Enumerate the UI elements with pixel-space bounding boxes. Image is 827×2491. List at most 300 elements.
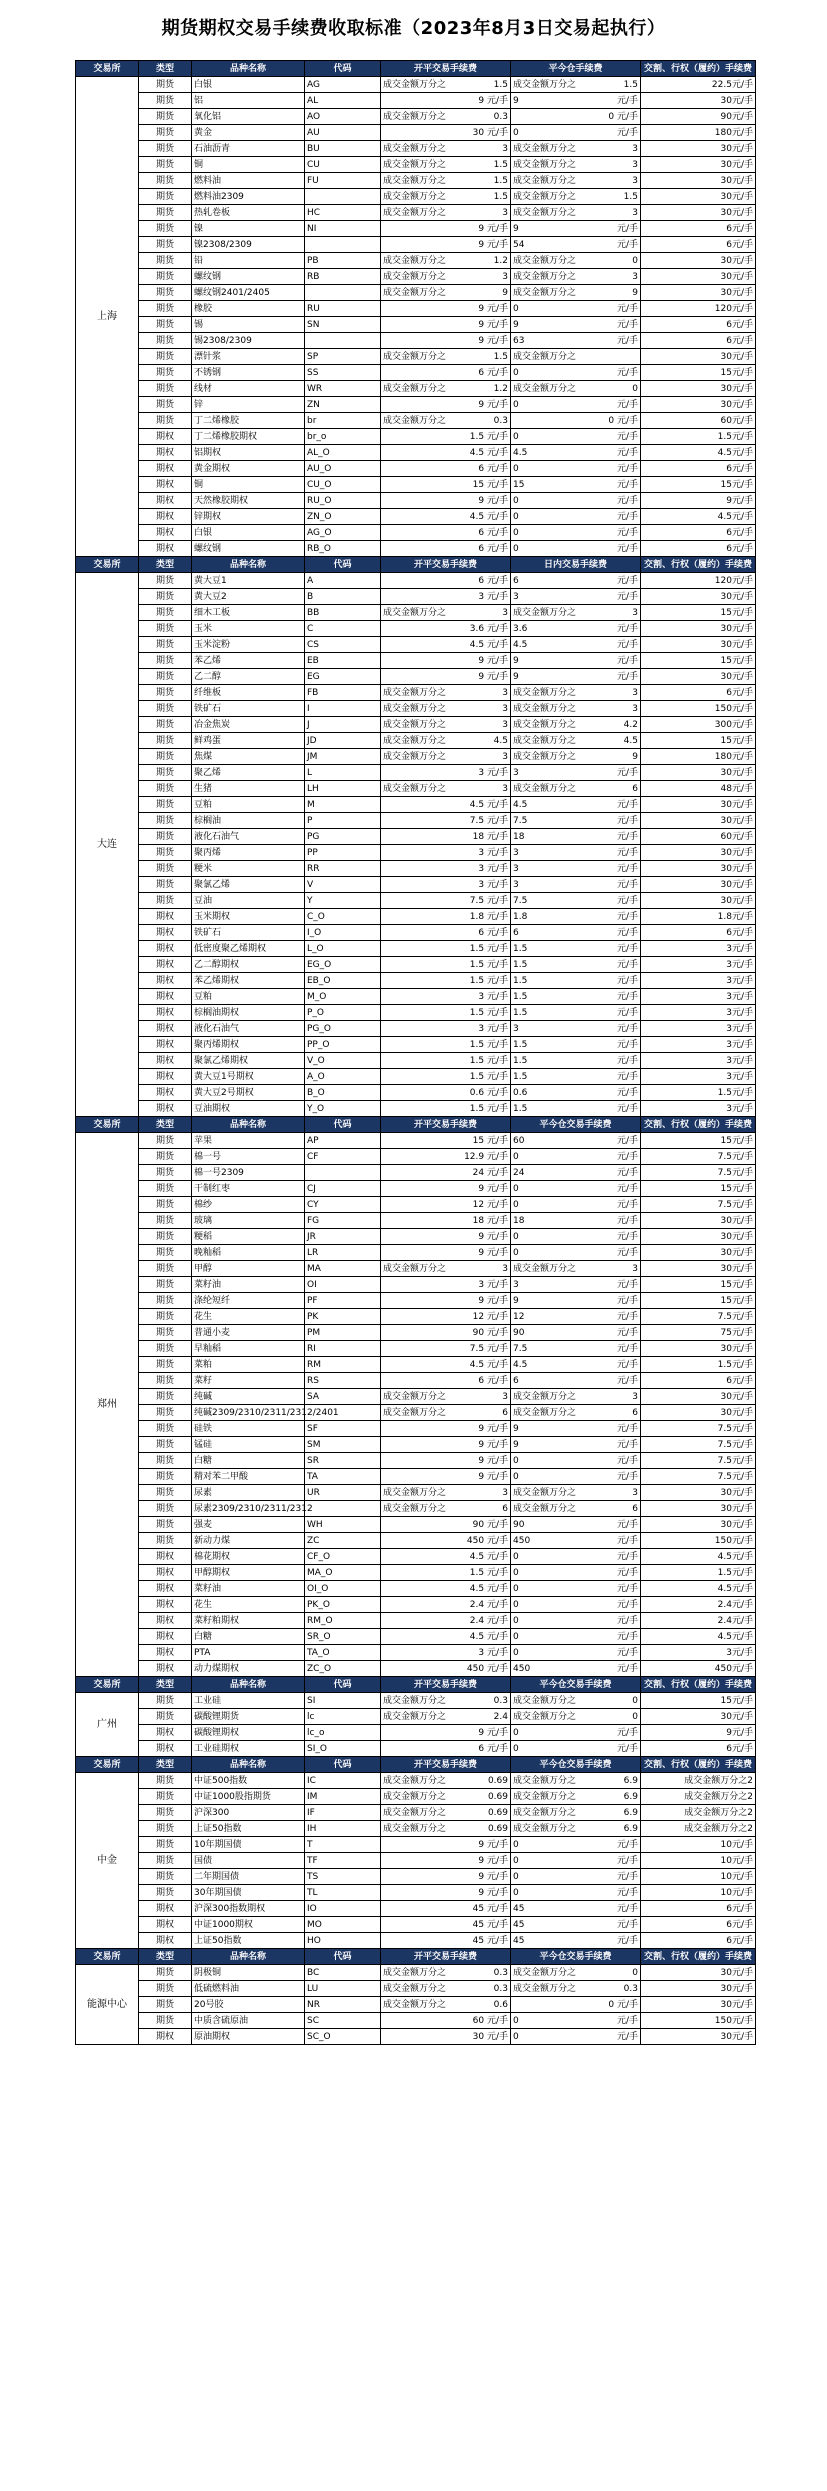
contract-type: 期货 (139, 1261, 192, 1277)
fee-amount: 9 元/手 (478, 1887, 508, 1898)
contract-type: 期货 (139, 205, 192, 221)
fee-cell (381, 1021, 511, 1037)
product-code: P (305, 813, 381, 829)
fee-cell (381, 397, 511, 413)
product-name: 花生 (192, 1309, 305, 1325)
table-row (76, 1437, 756, 1453)
exchange-name: 上海 (76, 77, 139, 557)
table-row (76, 1709, 756, 1725)
column-header: 类型 (139, 1757, 192, 1773)
table-row (76, 1245, 756, 1261)
fee-cell (511, 189, 641, 205)
delivery-fee: 30元/手 (641, 813, 756, 829)
product-name: 沪深300指数期权 (192, 1901, 305, 1917)
product-code: TL (305, 1885, 381, 1901)
fee-amount: 1.5 元/手 (469, 975, 508, 986)
delivery-fee: 30元/手 (641, 765, 756, 781)
contract-type: 期权 (139, 1069, 192, 1085)
fee-amount: 4.5 (623, 735, 638, 746)
fee-amount: 4.5 元/手 (469, 639, 508, 650)
product-name: 豆油 (192, 893, 305, 909)
delivery-fee: 30元/手 (641, 1389, 756, 1405)
fee-cell (511, 141, 641, 157)
section-header-row (76, 1677, 756, 1693)
fee-prefix: 成交金额万分之 (383, 687, 447, 698)
delivery-fee: 3元/手 (641, 989, 756, 1005)
product-code: AP (305, 1133, 381, 1149)
fee-amount: 4.5 元/手 (469, 1583, 508, 1594)
table-row (76, 365, 756, 381)
product-name: 低硫燃料油 (192, 1981, 305, 1997)
fee-prefix: 0 (513, 1599, 519, 1610)
fee-prefix: 12 (513, 1311, 525, 1322)
contract-type: 期货 (139, 1693, 192, 1709)
table-row (76, 1869, 756, 1885)
fee-cell (511, 1885, 641, 1901)
product-name: 菜籽 (192, 1373, 305, 1389)
delivery-fee: 6元/手 (641, 925, 756, 941)
fee-prefix: 3 (513, 767, 519, 778)
product-code: MA_O (305, 1565, 381, 1581)
product-name: 棉一号2309 (192, 1165, 305, 1181)
contract-type: 期权 (139, 1661, 192, 1677)
fee-amount: 元/手 (616, 1279, 638, 1290)
fee-cell (511, 1917, 641, 1933)
contract-type: 期权 (139, 909, 192, 925)
fee-amount: 元/手 (616, 1215, 638, 1226)
fee-amount: 6 元/手 (478, 1743, 508, 1754)
contract-type: 期货 (139, 1965, 192, 1981)
fee-amount: 3 (502, 1391, 508, 1402)
delivery-fee: 3元/手 (641, 1645, 756, 1661)
column-header: 平今仓交易手续费 (511, 1677, 641, 1693)
fee-amount: 0.3 (493, 415, 508, 426)
product-code: TA_O (305, 1645, 381, 1661)
fee-cell (511, 205, 641, 221)
product-code: SI_O (305, 1741, 381, 1757)
product-code: AL (305, 93, 381, 109)
fee-cell (511, 1197, 641, 1213)
contract-type: 期权 (139, 925, 192, 941)
delivery-fee: 30元/手 (641, 205, 756, 221)
fee-cell (511, 877, 641, 893)
fee-amount: 3.6 元/手 (469, 623, 508, 634)
fee-cell (511, 653, 641, 669)
contract-type: 期货 (139, 1245, 192, 1261)
fee-cell (381, 653, 511, 669)
fee-prefix: 成交金额万分之 (383, 1967, 447, 1978)
column-header: 类型 (139, 1117, 192, 1133)
fee-prefix: 9 (513, 319, 519, 330)
contract-type: 期货 (139, 877, 192, 893)
fee-cell (381, 957, 511, 973)
fee-amount: 元/手 (616, 463, 638, 474)
product-name: 玉米期权 (192, 909, 305, 925)
fee-amount: 0.6 (493, 1999, 508, 2010)
product-name: 黄大豆1号期权 (192, 1069, 305, 1085)
fee-cell (511, 573, 641, 589)
product-name: 棕榈油期权 (192, 1005, 305, 1021)
product-code: M_O (305, 989, 381, 1005)
fee-cell (381, 685, 511, 701)
fee-prefix: 1.5 (513, 1055, 528, 1066)
product-name: 丁二烯橡胶 (192, 413, 305, 429)
product-code: M (305, 797, 381, 813)
delivery-fee: 6元/手 (641, 1933, 756, 1949)
product-name: 精对苯二甲酸 (192, 1469, 305, 1485)
fee-cell (381, 1485, 511, 1501)
product-name: 低密度聚乙烯期权 (192, 941, 305, 957)
fee-cell (511, 1773, 641, 1789)
fee-amount: 9 元/手 (478, 1423, 508, 1434)
product-name: 玻璃 (192, 1213, 305, 1229)
fee-cell (511, 1085, 641, 1101)
fee-cell (511, 173, 641, 189)
fee-prefix: 0 (513, 127, 519, 138)
contract-type: 期货 (139, 301, 192, 317)
fee-cell (511, 1277, 641, 1293)
fee-cell (511, 717, 641, 733)
fee-cell (511, 829, 641, 845)
fee-cell (381, 1069, 511, 1085)
table-row (76, 429, 756, 445)
fee-cell (511, 1869, 641, 1885)
fee-cell (511, 285, 641, 301)
fee-prefix: 成交金额万分之 (513, 351, 577, 362)
column-header: 平今仓交易手续费 (511, 1757, 641, 1773)
table-row (76, 1501, 756, 1517)
fee-amount: 1.5 (623, 79, 638, 90)
fee-cell (511, 381, 641, 397)
fee-cell (381, 573, 511, 589)
fee-amount: 1.5 元/手 (469, 1007, 508, 1018)
product-code: SF (305, 1421, 381, 1437)
fee-cell (381, 2029, 511, 2045)
column-header: 平今仓交易手续费 (511, 1949, 641, 1965)
product-code: LR (305, 1245, 381, 1261)
contract-type: 期权 (139, 1629, 192, 1645)
fee-prefix: 成交金额万分之 (383, 271, 447, 282)
fee-amount: 9 元/手 (478, 1839, 508, 1850)
table-row (76, 1837, 756, 1853)
fee-prefix: 成交金额万分之 (383, 751, 447, 762)
fee-prefix: 成交金额万分之 (383, 255, 447, 266)
fee-prefix: 成交金额万分之 (513, 1791, 577, 1802)
product-code: ZC (305, 1533, 381, 1549)
delivery-fee: 30元/手 (641, 797, 756, 813)
fee-cell (511, 589, 641, 605)
fee-prefix: 成交金额万分之 (513, 1807, 577, 1818)
contract-type: 期货 (139, 1389, 192, 1405)
contract-type: 期货 (139, 605, 192, 621)
product-code: RI (305, 1341, 381, 1357)
fee-cell (511, 1405, 641, 1421)
fee-amount: 9 元/手 (478, 1871, 508, 1882)
product-name: 锡2308/2309 (192, 333, 305, 349)
fee-amount: 6 元/手 (478, 367, 508, 378)
fee-prefix: 15 (513, 479, 525, 490)
fee-cell (511, 1437, 641, 1453)
fee-amount: 元/手 (616, 399, 638, 410)
table-row (76, 157, 756, 173)
fee-prefix: 0 (513, 527, 519, 538)
fee-cell (381, 2013, 511, 2029)
fee-amount: 0.3 (493, 1967, 508, 1978)
product-name: 二年期国债 (192, 1869, 305, 1885)
fee-cell (511, 605, 641, 621)
fee-amount: 1.5 (493, 191, 508, 202)
table-row (76, 1981, 756, 1997)
fee-amount: 元/手 (616, 1359, 638, 1370)
product-name: 焦煤 (192, 749, 305, 765)
contract-type: 期货 (139, 157, 192, 173)
page-title: 期货期权交易手续费收取标准（2023年8月3日交易起执行） (161, 18, 666, 39)
product-code: Y (305, 893, 381, 909)
table-row (76, 1613, 756, 1629)
fee-amount: 6 元/手 (478, 927, 508, 938)
fee-prefix: 1.5 (513, 1007, 528, 1018)
column-header: 开平交易手续费 (381, 557, 511, 573)
product-name: 甲醇期权 (192, 1565, 305, 1581)
contract-type: 期权 (139, 1037, 192, 1053)
product-code: SS (305, 365, 381, 381)
fee-cell (381, 157, 511, 173)
fee-table (75, 60, 756, 2045)
fee-cell (381, 1597, 511, 1613)
product-name: 30年期国债 (192, 1885, 305, 1901)
product-name: 液化石油气 (192, 829, 305, 845)
fee-amount: 3 元/手 (478, 1647, 508, 1658)
table-row (76, 669, 756, 685)
fee-amount: 2.4 元/手 (469, 1615, 508, 1626)
product-name: 涤纶短纤 (192, 1293, 305, 1309)
product-code: IF (305, 1805, 381, 1821)
fee-cell (381, 109, 511, 125)
column-header: 品种名称 (192, 1757, 305, 1773)
fee-amount: 9 元/手 (478, 655, 508, 666)
fee-amount: 12 元/手 (472, 1311, 508, 1322)
table-row (76, 413, 756, 429)
table-row (76, 589, 756, 605)
fee-amount: 3 (502, 1487, 508, 1498)
fee-prefix: 成交金额万分之 (513, 383, 577, 394)
fee-cell (511, 1357, 641, 1373)
product-code: OI (305, 1277, 381, 1293)
product-code: AG (305, 77, 381, 93)
contract-type: 期权 (139, 1053, 192, 1069)
fee-amount: 9 元/手 (478, 1183, 508, 1194)
fee-amount: 元/手 (616, 1007, 638, 1018)
fee-amount: 9 元/手 (478, 399, 508, 410)
product-code: EG (305, 669, 381, 685)
table-row (76, 93, 756, 109)
fee-cell (511, 1613, 641, 1629)
fee-prefix: 6 (513, 927, 519, 938)
fee-cell (511, 973, 641, 989)
fee-cell (381, 845, 511, 861)
fee-amount: 6 元/手 (478, 463, 508, 474)
fee-amount: 9 元/手 (478, 319, 508, 330)
contract-type: 期权 (139, 1917, 192, 1933)
fee-cell (381, 349, 511, 365)
fee-cell (511, 861, 641, 877)
fee-prefix: 成交金额万分之 (383, 159, 447, 170)
fee-cell (511, 461, 641, 477)
product-code: ZN (305, 397, 381, 413)
product-code (305, 285, 381, 301)
fee-cell (381, 781, 511, 797)
product-name: 聚丙烯 (192, 845, 305, 861)
fee-cell (381, 1453, 511, 1469)
fee-amount: 元/手 (616, 495, 638, 506)
fee-prefix: 成交金额万分之 (383, 79, 447, 90)
delivery-fee: 30元/手 (641, 1485, 756, 1501)
table-row (76, 141, 756, 157)
product-code: L_O (305, 941, 381, 957)
fee-cell (381, 1469, 511, 1485)
contract-type: 期货 (139, 2013, 192, 2029)
delivery-fee: 4.5元/手 (641, 1581, 756, 1597)
fee-amount: 4.5 元/手 (469, 511, 508, 522)
fee-cell (381, 381, 511, 397)
product-name: 甲醇 (192, 1261, 305, 1277)
fee-amount: 元/手 (616, 1311, 638, 1322)
product-name: 聚氯乙烯 (192, 877, 305, 893)
fee-cell (511, 1565, 641, 1581)
product-code: TS (305, 1869, 381, 1885)
fee-amount: 9 元/手 (478, 335, 508, 346)
fee-amount: 7.5 元/手 (469, 895, 508, 906)
fee-amount: 0.3 (493, 111, 508, 122)
product-name: 沪深300 (192, 1805, 305, 1821)
contract-type: 期货 (139, 573, 192, 589)
fee-cell (381, 269, 511, 285)
fee-prefix: 60 (513, 1135, 525, 1146)
fee-amount: 0.3 (493, 1695, 508, 1706)
contract-type: 期货 (139, 237, 192, 253)
fee-cell (381, 429, 511, 445)
delivery-fee: 30元/手 (641, 173, 756, 189)
product-code: PG_O (305, 1021, 381, 1037)
fee-amount: 元/手 (616, 511, 638, 522)
fee-prefix: 0 (513, 367, 519, 378)
table-row (76, 1725, 756, 1741)
fee-cell (511, 941, 641, 957)
fee-prefix: 6 (513, 1375, 519, 1386)
product-name: 上证50指数 (192, 1933, 305, 1949)
delivery-fee: 30元/手 (641, 93, 756, 109)
product-name: 黄金期权 (192, 461, 305, 477)
fee-amount: 18 元/手 (472, 831, 508, 842)
product-code: BU (305, 141, 381, 157)
table-row (76, 1565, 756, 1581)
fee-cell (511, 429, 641, 445)
product-name: 棉纱 (192, 1197, 305, 1213)
contract-type: 期货 (139, 813, 192, 829)
fee-cell (511, 93, 641, 109)
delivery-fee: 30元/手 (641, 397, 756, 413)
product-code: I (305, 701, 381, 717)
fee-prefix: 0 (513, 1871, 519, 1882)
fee-cell (381, 1533, 511, 1549)
product-name: 菜籽粕期权 (192, 1613, 305, 1629)
table-row (76, 1053, 756, 1069)
fee-cell (381, 701, 511, 717)
fee-amount: 元/手 (616, 527, 638, 538)
fee-cell (511, 1741, 641, 1757)
contract-type: 期货 (139, 621, 192, 637)
product-name: 苯乙烯 (192, 653, 305, 669)
fee-cell (381, 637, 511, 653)
fee-prefix: 成交金额万分之 (383, 1823, 447, 1834)
delivery-fee: 30元/手 (641, 2029, 756, 2045)
table-row (76, 525, 756, 541)
column-header: 类型 (139, 557, 192, 573)
product-name: 动力煤期权 (192, 1661, 305, 1677)
contract-type: 期货 (139, 109, 192, 125)
product-name: 锡 (192, 317, 305, 333)
product-name: 黄大豆2号期权 (192, 1085, 305, 1101)
fee-prefix: 成交金额万分之 (513, 1503, 577, 1514)
table-row (76, 1517, 756, 1533)
fee-amount: 元/手 (616, 623, 638, 634)
fee-amount: 元/手 (616, 1151, 638, 1162)
delivery-fee: 2.4元/手 (641, 1613, 756, 1629)
table-row (76, 1389, 756, 1405)
fee-cell (381, 253, 511, 269)
fee-amount: 9 元/手 (478, 95, 508, 106)
fee-amount: 3 (502, 143, 508, 154)
fee-amount: 3 (502, 1263, 508, 1274)
fee-cell (511, 477, 641, 493)
product-code: CF_O (305, 1549, 381, 1565)
fee-prefix: 1.5 (513, 959, 528, 970)
fee-amount: 元/手 (616, 447, 638, 458)
fee-cell (511, 301, 641, 317)
table-row (76, 637, 756, 653)
fee-amount: 元/手 (616, 95, 638, 106)
table-row (76, 797, 756, 813)
fee-cell (381, 1565, 511, 1581)
fee-prefix: 成交金额万分之 (383, 1695, 447, 1706)
fee-prefix: 45 (513, 1903, 525, 1914)
fee-cell (381, 605, 511, 621)
product-name: 粳米 (192, 861, 305, 877)
delivery-fee: 30元/手 (641, 1997, 756, 2013)
fee-amount: 元/手 (616, 1727, 638, 1738)
fee-amount: 元/手 (616, 239, 638, 250)
product-name: 热轧卷板 (192, 205, 305, 221)
fee-prefix: 成交金额万分之 (383, 287, 447, 298)
product-name: 黄金 (192, 125, 305, 141)
fee-prefix: 成交金额万分之 (513, 191, 577, 202)
fee-amount: 元/手 (616, 1871, 638, 1882)
delivery-fee: 15元/手 (641, 733, 756, 749)
fee-amount: 2.4 元/手 (469, 1599, 508, 1610)
fee-cell (511, 701, 641, 717)
fee-prefix: 成交金额万分之 (513, 79, 577, 90)
fee-cell (511, 413, 641, 429)
delivery-fee: 6元/手 (641, 221, 756, 237)
fee-amount: 元/手 (616, 1087, 638, 1098)
delivery-fee: 3元/手 (641, 1069, 756, 1085)
fee-prefix: 0 (513, 1247, 519, 1258)
fee-amount: 0 (632, 383, 638, 394)
delivery-fee: 6元/手 (641, 1901, 756, 1917)
contract-type: 期权 (139, 541, 192, 557)
table-row (76, 1277, 756, 1293)
fee-amount: 元/手 (616, 1887, 638, 1898)
